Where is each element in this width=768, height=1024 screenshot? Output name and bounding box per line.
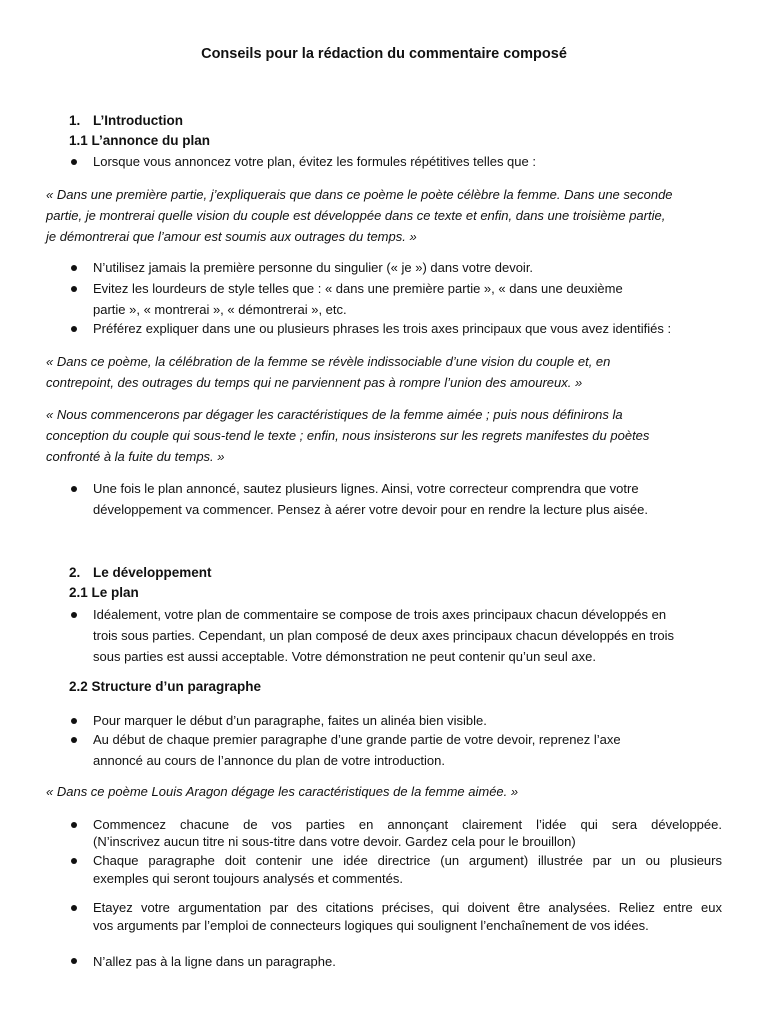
bullet-icon (71, 858, 77, 864)
section-2-heading: Le développement (93, 565, 212, 580)
subsection-2-2-heading: 2.2 Structure d’un paragraphe (69, 679, 262, 694)
list-item-continuation: annoncé au cours de l’annonce du plan de votre introduction. (93, 753, 445, 768)
section-1-heading: L’Introduction (93, 113, 183, 128)
list-item-continuation: trois sous parties. Cependant, un plan composé de deux axes principaux chacun développés en trois (93, 628, 675, 643)
quote-line: « Dans une première partie, j’expliquerais que dans ce poème le poète célèbre la femme. Dans une seconde (46, 187, 673, 202)
list-item: N’utilisez jamais la première personne du singulier (« je ») dans votre devoir. (93, 260, 534, 275)
bullet-icon (71, 958, 77, 964)
quote-line: « Dans ce poème, la célébration de la femme se révèle indissociable d’une vision du couple et, en (46, 354, 611, 369)
list-item: Au début de chaque premier paragraphe d’une grande partie de votre devoir, reprenez l’axe (93, 732, 621, 747)
list-item: Idéalement, votre plan de commentaire se compose de trois axes principaux chacun développés en (93, 607, 667, 622)
quote-line: je démontrerai que l’amour est soumis aux outrages du temps. » (46, 229, 417, 244)
section-1-number: 1. (69, 113, 81, 128)
list-item-continuation: (N’inscrivez aucun titre ni sous-titre dans votre devoir. Gardez cela pour le brouillon) (93, 834, 576, 849)
list-item-continuation: développement va commencer. Pensez à aérer votre devoir pour en rendre la lecture plus aisée. (93, 502, 648, 517)
list-item: Lorsque vous annoncez votre plan, évitez les formules répétitives telles que : (93, 154, 536, 169)
subsection-2-1-heading: 2.1 Le plan (69, 585, 139, 600)
bullet-icon (71, 486, 77, 492)
bullet-icon (71, 159, 77, 165)
list-item: Chaque paragraphe doit contenir une idée directrice (un argument) illustrée par un ou plusieurs (93, 853, 722, 868)
bullet-icon (71, 612, 77, 618)
bullet-icon (71, 718, 77, 724)
quote-line: « Dans ce poème Louis Aragon dégage les caractéristiques de la femme aimée. » (46, 784, 519, 799)
list-item: N’allez pas à la ligne dans un paragraphe. (93, 954, 336, 969)
document-title: Conseils pour la rédaction du commentaire composé (201, 46, 567, 62)
list-item: Pour marquer le début d’un paragraphe, faites un alinéa bien visible. (93, 713, 487, 728)
quote-line: partie, je montrerai quelle vision du couple est développée dans ce texte et enfin, dans une troisième partie, (46, 208, 666, 223)
bullet-icon (71, 822, 77, 828)
subsection-1-1-heading: 1.1 L’annonce du plan (69, 133, 211, 148)
bullet-icon (71, 286, 77, 292)
list-item: Evitez les lourdeurs de style telles que : « dans une première partie », « dans une deuxième (93, 281, 623, 296)
list-item: Une fois le plan annoncé, sautez plusieurs lignes. Ainsi, votre correcteur comprendra que votre (93, 481, 639, 496)
list-item: Préférez expliquer dans une ou plusieurs phrases les trois axes principaux que vous avez identifiés : (93, 321, 672, 336)
bullet-icon (71, 737, 77, 743)
bullet-icon (71, 326, 77, 332)
bullet-icon (71, 905, 77, 911)
list-item-continuation: exemples qui seront toujours analysés et commentés. (93, 871, 403, 886)
list-item-continuation: partie », « montrerai », « démontrerai », etc. (93, 302, 347, 317)
list-item: Etayez votre argumentation par des citations précises, qui doivent être analysées. Reliez entre eux (93, 900, 722, 915)
list-item-continuation: sous parties est aussi acceptable. Votre démonstration ne peut contenir qu’un seul axe. (93, 649, 596, 664)
quote-line: contrepoint, des outrages du temps qui ne parviennent pas à rompre l’union des amoureux. » (46, 375, 583, 390)
quote-line: « Nous commencerons par dégager les caractéristiques de la femme aimée ; puis nous définirons la (46, 407, 623, 422)
section-2-number: 2. (69, 565, 81, 580)
quote-line: confronté à la fuite du temps. » (46, 449, 225, 464)
list-item: Commencez chacune de vos parties en annonçant clairement l’idée qui sera développée. (93, 817, 722, 832)
bullet-icon (71, 265, 77, 271)
quote-line: conception du couple qui sous-tend le texte ; enfin, nous insisterons sur les regrets manifestes du poètes (46, 428, 650, 443)
list-item-continuation: vos arguments par l’emploi de connecteurs logiques qui soulignent l’enchaînement de vos idées. (93, 918, 649, 933)
